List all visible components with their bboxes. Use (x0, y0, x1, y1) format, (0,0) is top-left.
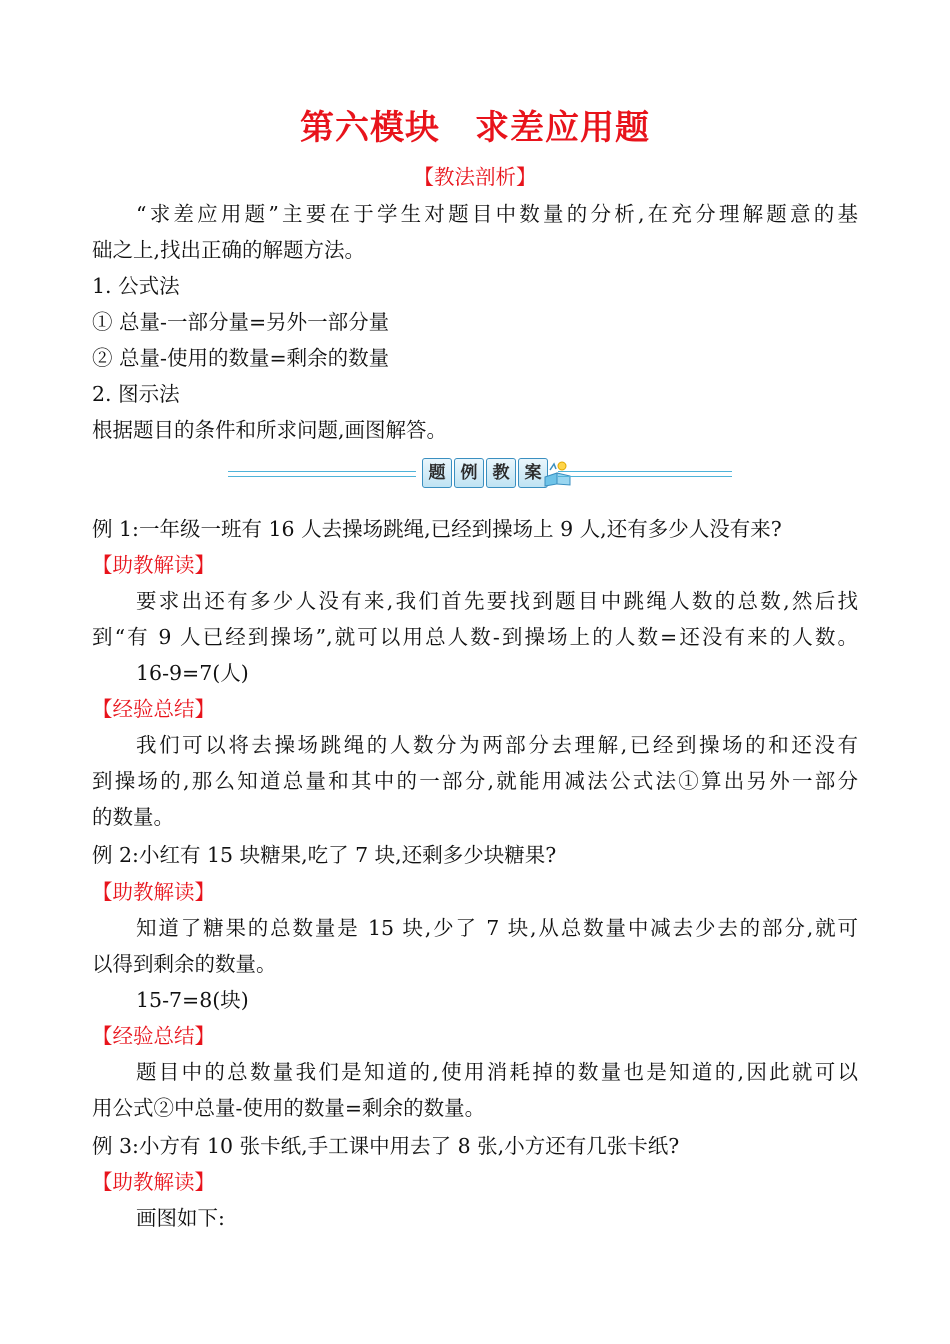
example-banner (228, 455, 732, 491)
banner-tile: 例 (454, 458, 484, 488)
method-1-formula-a: ① 总量-一部分量=另外一部分量 (92, 310, 390, 334)
example-1-assist-line-1: 要求出还有多少人没有来,我们首先要找到题目中跳绳人数的总数,然后找 (136, 589, 858, 613)
banner-tile: 题 (422, 458, 452, 488)
method-1-heading: 1. 公式法 (92, 274, 180, 298)
banner-tiles (422, 458, 548, 488)
example-3-assist-heading: 【助教解读】 (92, 1170, 215, 1194)
example-1-assist-heading: 【助教解读】 (92, 553, 215, 577)
example-1-summary-line-2: 到操场的,那么知道总量和其中的一部分,就能用减法公式法①算出另外一部分 (92, 769, 858, 793)
banner-tile: 教 (486, 458, 516, 488)
method-1-formula-b: ② 总量-使用的数量=剩余的数量 (92, 346, 390, 370)
example-2-assist-line-2: 以得到剩余的数量。 (92, 952, 277, 976)
intro-line-2: 础之上,找出正确的解题方法。 (92, 238, 366, 262)
example-1-formula: 16-9=7(人) (136, 661, 249, 685)
example-2-assist-heading: 【助教解读】 (92, 880, 215, 904)
example-3-question: 例 3:小方有 10 张卡纸,手工课中用去了 8 张,小方还有几张卡纸? (92, 1134, 680, 1158)
banner-rule-right (558, 471, 732, 477)
example-2-summary-line-1: 题目中的总数量我们是知道的,使用消耗掉的数量也是知道的,因此就可以 (136, 1060, 858, 1084)
intro-line-1: “求差应用题”主要在于学生对题目中数量的分析,在充分理解题意的基 (136, 202, 858, 226)
example-2-summary-line-2: 用公式②中总量-使用的数量=剩余的数量。 (92, 1096, 486, 1120)
example-3-assist-line-1: 画图如下: (136, 1206, 225, 1230)
example-2-question: 例 2:小红有 15 块糖果,吃了 7 块,还剩多少块糖果? (92, 843, 557, 867)
example-2-assist-line-1: 知道了糖果的总数量是 15 块,少了 7 块,从总数量中减去少去的部分,就可 (136, 916, 858, 940)
banner-rule-left (228, 471, 416, 477)
banner-tile: 案 (518, 458, 548, 488)
example-1-assist-line-2: 到“有 9 人已经到操场”,就可以用总人数-到操场上的人数=还没有来的人数。 (92, 625, 858, 649)
example-1-question: 例 1:一年级一班有 16 人去操场跳绳,已经到操场上 9 人,还有多少人没有来? (92, 517, 782, 541)
page-title: 第六模块 求差应用题 (300, 108, 650, 148)
section-heading-teaching: 【教法剖析】 (413, 165, 537, 189)
method-2-description: 根据题目的条件和所求问题,画图解答。 (92, 418, 448, 442)
example-2-formula: 15-7=8(块) (136, 988, 249, 1012)
example-2-summary-heading: 【经验总结】 (92, 1024, 215, 1048)
example-1-summary-line-3: 的数量。 (92, 805, 174, 829)
method-2-heading: 2. 图示法 (92, 382, 180, 406)
example-1-summary-line-1: 我们可以将去操场跳绳的人数分为两部分去理解,已经到操场的和还没有 (136, 733, 858, 757)
example-1-summary-heading: 【经验总结】 (92, 697, 215, 721)
